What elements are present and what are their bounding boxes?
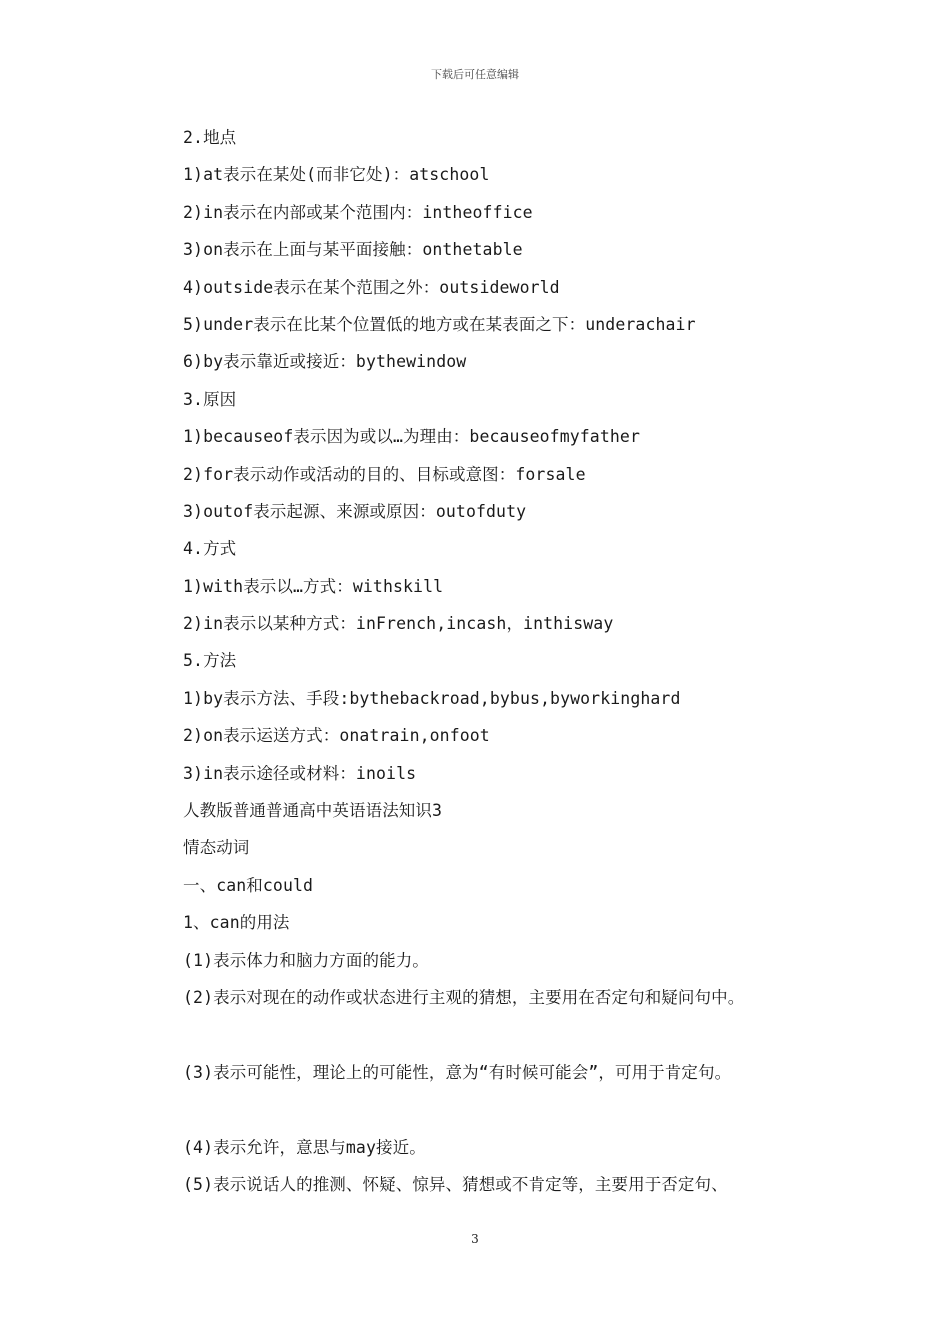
text-line: (4)表示允许，意思与may接近。	[183, 1137, 426, 1157]
text-line: 4)outside表示在某个范围之外：outsideworld	[183, 277, 560, 297]
text-line: 1)at表示在某处(而非它处)：atschool	[183, 165, 490, 185]
topic-title: 情态动词	[183, 838, 250, 858]
subsection-heading: 一、can和could	[183, 875, 314, 895]
text-line: (5)表示说话人的推测、怀疑、惊异、猜想或不肯定等，主要用于否定句、	[183, 1174, 728, 1194]
text-line: 1)becauseof表示因为或以…为理由：becauseofmyfather	[183, 427, 640, 447]
text-line: 6)by表示靠近或接近：bythewindow	[183, 352, 467, 372]
text-line: (2)表示对现在的动作或状态进行主观的猜想，主要用在否定句和疑问句中。	[183, 987, 745, 1007]
section-heading-method: 5.方法	[183, 651, 237, 671]
text-line: 3)on表示在上面与某平面接触：onthetable	[183, 240, 523, 260]
section-heading-reason: 3.原因	[183, 389, 237, 409]
text-line: 2)in表示以某种方式：inFrench,incash，inthisway	[183, 614, 614, 634]
text-line: 2)on表示运送方式：onatrain,onfoot	[183, 726, 490, 746]
text-line: (1)表示体力和脑力方面的能力。	[183, 950, 429, 970]
document-body	[183, 126, 843, 1210]
text-line: 5)under表示在比某个位置低的地方或在某表面之下：underachair	[183, 314, 696, 334]
page-header: 下载后可任意编辑	[431, 68, 519, 81]
text-line: 2)in表示在内部或某个范围内：intheoffice	[183, 202, 533, 222]
section-heading-location: 2.地点	[183, 128, 237, 147]
text-line: 3)outof表示起源、来源或原因：outofduty	[183, 501, 527, 521]
section-heading-manner: 4.方式	[183, 539, 237, 559]
chapter-title: 人教版普通普通高中英语语法知识3	[183, 801, 443, 821]
page-number: 3	[471, 1232, 479, 1246]
text-line: (3)表示可能性，理论上的可能性，意为“有时候可能会”，可用于肯定句。	[183, 1062, 732, 1082]
text-line: 2)for表示动作或活动的目的、目标或意图：forsale	[183, 464, 586, 484]
text-line: 1)by表示方法、手段:bythebackroad,bybus,byworkinghard	[183, 688, 681, 708]
text-line: 3)in表示途径或材料：inoils	[183, 763, 417, 783]
subsection-heading: 1、can的用法	[183, 913, 290, 933]
text-line: 1)with表示以…方式：withskill	[183, 576, 444, 596]
